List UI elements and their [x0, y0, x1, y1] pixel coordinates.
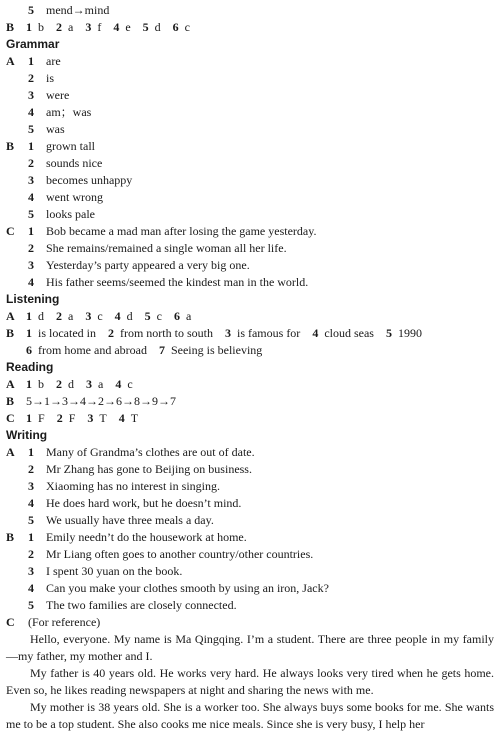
listening-b-answers-line1: [6, 325, 496, 342]
order-sequence: 5→1→3→4→2→6→8→9→7: [26, 394, 176, 408]
listening-b-answers-line2: [6, 342, 496, 359]
item-number: 1: [28, 224, 34, 238]
item-answer: a: [68, 20, 74, 34]
item-text: am；was: [46, 105, 92, 119]
item-number: 3: [28, 564, 34, 578]
item-number: 4: [113, 20, 120, 34]
section-label: B: [6, 530, 15, 544]
item-number: 2: [56, 309, 62, 323]
item-number: 3: [28, 479, 34, 493]
item-answer: cloud seas: [324, 326, 374, 340]
item-number: 6: [173, 309, 180, 323]
item-number: 5: [28, 513, 34, 527]
section-label: C: [6, 615, 15, 629]
item-number: 5: [28, 598, 34, 612]
item-answer: is located in: [38, 326, 96, 340]
section-label: C: [6, 411, 15, 425]
list-item: [6, 104, 496, 121]
writing-heading: Writing: [6, 428, 48, 442]
item-number: 7: [158, 343, 165, 357]
item-number: 1: [28, 139, 34, 153]
section-label: B: [6, 394, 15, 408]
list-item: [6, 529, 496, 546]
item-answer: a: [98, 377, 104, 391]
item-answer: 1990: [397, 326, 422, 340]
list-item: [6, 53, 496, 70]
list-item: [6, 461, 496, 478]
list-item: [6, 495, 496, 512]
item-number: 2: [56, 411, 63, 425]
item-text: Mr Liang often goes to another country/other countries.: [46, 547, 314, 561]
essay-paragraph: Hello, everyone. My name is Ma Qingqing. I’m a student. There are three people in my family—my father, my mother and I.: [6, 632, 494, 663]
item-number: 1: [26, 377, 32, 391]
item-number: 6: [172, 20, 179, 34]
item-number: 3: [224, 326, 231, 340]
item-text: She remains/remained a single woman all her life.: [46, 241, 287, 255]
item-answer: from home and abroad: [38, 343, 147, 357]
item-number: 3: [85, 20, 92, 34]
list-item: [6, 189, 496, 206]
list-item: [6, 155, 496, 172]
item-text: He does hard work, but he doesn’t mind.: [46, 496, 242, 510]
item-text: mend→mind: [46, 3, 110, 17]
grammar-b-list: [6, 138, 496, 223]
writing-b-list: [6, 529, 496, 614]
item-text: We usually have three meals a day.: [46, 513, 214, 527]
section-label: B: [6, 326, 15, 340]
item-text: Bob became a mad man after losing the game yesterday.: [46, 224, 317, 238]
item-number: 4: [28, 275, 34, 289]
item-number: 5: [28, 207, 34, 221]
item-answer: f: [97, 20, 102, 34]
reading-heading: Reading: [6, 360, 54, 374]
item-answer: d: [38, 309, 44, 323]
list-item: [6, 257, 496, 274]
item-number: 3: [28, 173, 34, 187]
item-answer: from north to south: [119, 326, 213, 340]
grammar-a-list: [6, 53, 496, 138]
listening-heading: Listening: [6, 292, 60, 306]
item-number: 2: [28, 547, 34, 561]
item-answer: c: [97, 309, 103, 323]
item-number: 2: [107, 326, 114, 340]
list-item: [6, 121, 496, 138]
item-answer: b: [38, 377, 44, 391]
pair-list: [20, 342, 268, 359]
vocab-a-item-5: [6, 2, 496, 19]
item-number: 1: [26, 326, 32, 340]
item-number: 6: [26, 343, 32, 357]
item-number: 3: [28, 88, 34, 102]
item-answer: d: [68, 377, 74, 391]
item-text: sounds nice: [46, 156, 103, 170]
item-number: 1: [26, 20, 32, 34]
listening-a-answers: [6, 308, 496, 325]
item-number: 1: [26, 309, 32, 323]
item-answer: T: [99, 411, 107, 425]
item-number: 4: [118, 411, 125, 425]
item-text: looks pale: [46, 207, 95, 221]
item-text: Can you make your clothes smooth by using an iron, Jack?: [46, 581, 329, 595]
item-number: 4: [28, 190, 34, 204]
pair-list: [20, 19, 196, 36]
item-answer: T: [130, 411, 139, 425]
item-number: 2: [28, 156, 34, 170]
item-text: The two families are closely connected.: [46, 598, 237, 612]
list-item: [6, 87, 496, 104]
list-item: [6, 223, 496, 240]
section-label: A: [6, 309, 15, 323]
item-text: becomes unhappy: [46, 173, 133, 187]
item-text: is: [46, 71, 55, 85]
item-number: 2: [28, 462, 34, 476]
item-text: Emily needn’t do the housework at home.: [46, 530, 247, 544]
list-item: [6, 138, 496, 155]
item-number: 3: [28, 258, 34, 272]
section-label: B: [6, 20, 15, 34]
item-number: 5: [28, 3, 34, 17]
item-text: His father seems/seemed the kindest man in the world.: [46, 275, 309, 289]
list-item: [6, 563, 496, 580]
item-number: 5: [385, 326, 392, 340]
pair-list: [20, 410, 144, 427]
item-number: 1: [28, 530, 34, 544]
item-number: 2: [28, 241, 34, 255]
list-item: [6, 206, 496, 223]
item-number: 4: [28, 496, 34, 510]
section-label: A: [6, 445, 15, 459]
grammar-c-list: [6, 223, 496, 291]
list-item: [6, 240, 496, 257]
item-number: 1: [26, 411, 32, 425]
item-answer: d: [126, 309, 133, 323]
item-number: 2: [56, 377, 62, 391]
list-item: [6, 546, 496, 563]
item-answer: c: [127, 377, 133, 391]
item-text: Many of Grandma’s clothes are out of date.: [46, 445, 255, 459]
item-text: went wrong: [46, 190, 103, 204]
item-number: 2: [28, 71, 34, 85]
writing-a-list: [6, 444, 496, 529]
essay-paragraph: My mother is 38 years old. She is a worker too. She always buys some books for me. She wants me to be a top student. She also cooks me nice meals. Since she is very busy, I help her: [6, 700, 494, 731]
list-item: [6, 580, 496, 597]
item-number: 5: [142, 20, 149, 34]
item-number: 1: [28, 445, 34, 459]
item-number: 3: [86, 377, 92, 391]
section-label: B: [6, 139, 15, 153]
item-answer: a: [68, 309, 74, 323]
pair-list: [20, 325, 428, 342]
section-label: A: [6, 377, 15, 391]
pair-list: [20, 376, 139, 393]
grammar-heading: Grammar: [6, 37, 60, 51]
item-number: 2: [56, 20, 62, 34]
reading-c-answers: [6, 410, 496, 427]
item-answer: a: [185, 309, 192, 323]
list-item: [6, 597, 496, 614]
item-text: was: [46, 122, 65, 136]
essay-paragraph: My father is 40 years old. He works very hard. He always looks very tired when he gets home. Even so, he likes reading newspapers at night and sharing the news with me.: [6, 666, 494, 697]
list-item: [6, 444, 496, 461]
reference-note: (For reference): [28, 615, 101, 629]
item-number: 3: [87, 411, 94, 425]
vocab-b-answers: [6, 19, 496, 36]
item-number: 3: [85, 309, 92, 323]
item-answer: d: [154, 20, 161, 34]
section-label: A: [6, 54, 15, 68]
writing-c-essay: [6, 631, 496, 733]
list-item: [6, 70, 496, 87]
section-label: C: [6, 224, 15, 238]
item-number: 4: [28, 105, 34, 119]
item-number: 4: [115, 377, 122, 391]
item-text: grown tall: [46, 139, 95, 153]
writing-c-header: [6, 614, 496, 631]
item-answer: Seeing is believing: [170, 343, 263, 357]
list-item: [6, 172, 496, 189]
reading-a-answers: [6, 376, 496, 393]
reading-b-answer: [6, 393, 496, 410]
item-answer: e: [125, 20, 131, 34]
item-number: 5: [144, 309, 151, 323]
item-number: 1: [28, 54, 34, 68]
pair-list: [20, 308, 197, 325]
item-answer: F: [68, 411, 76, 425]
list-item: [6, 512, 496, 529]
item-answer: F: [38, 411, 45, 425]
item-number: 4: [114, 309, 121, 323]
item-answer: b: [38, 20, 44, 34]
item-text: Yesterday’s party appeared a very big one.: [46, 258, 250, 272]
item-text: Xiaoming has no interest in singing.: [46, 479, 220, 493]
list-item: [6, 478, 496, 495]
item-number: 4: [312, 326, 319, 340]
item-answer: is famous for: [236, 326, 301, 340]
item-text: were: [46, 88, 70, 102]
item-number: 5: [28, 122, 34, 136]
item-text: are: [46, 54, 61, 68]
item-text: I spent 30 yuan on the book.: [46, 564, 183, 578]
item-text: Mr Zhang has gone to Beijing on business.: [46, 462, 252, 476]
list-item: [6, 274, 496, 291]
item-answer: c: [184, 20, 190, 34]
item-number: 4: [28, 581, 34, 595]
item-answer: c: [156, 309, 162, 323]
